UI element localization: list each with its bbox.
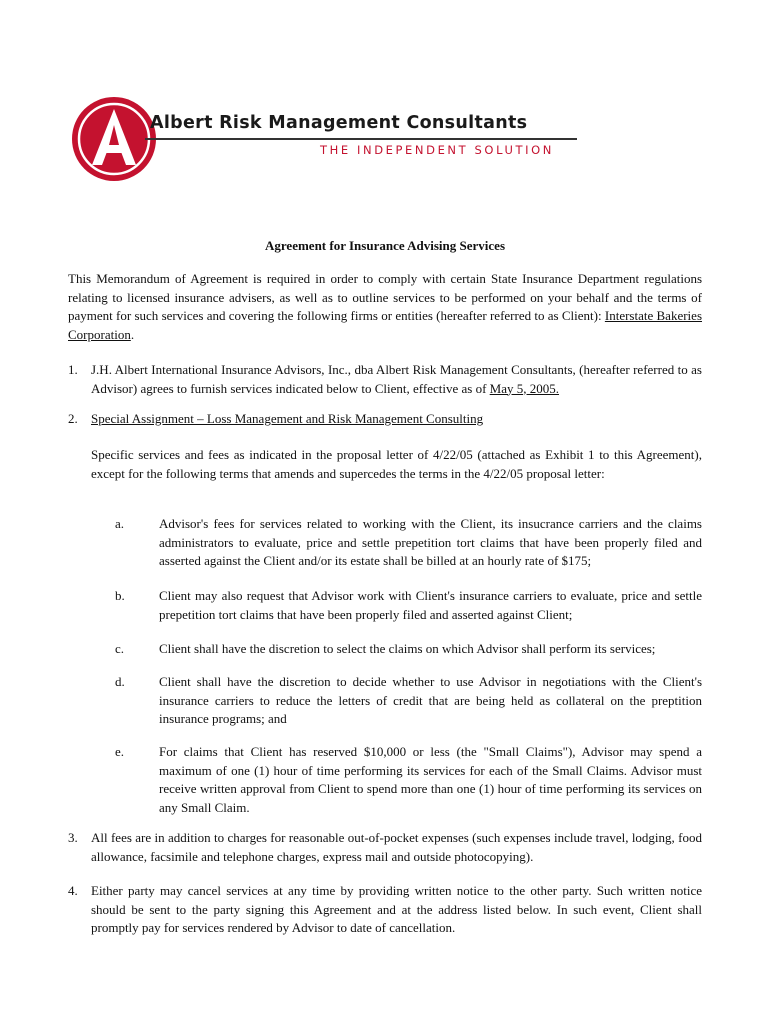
subclause-e xyxy=(91,743,702,817)
subclause-d xyxy=(91,673,702,729)
intro-paragraph xyxy=(68,270,702,344)
specific-services-paragraph: Specific services and fees as indicated in the proposal letter of 4/22/05 (attached as Exhibit 1 to this Agreement), except for the following terms that amends and supercedes the terms in the 4/22/05 proposal letter: xyxy=(91,447,702,481)
subclause-letter: a. xyxy=(115,516,125,531)
clause-text: Either party may cancel services at any time by providing written notice to the other party. Such written notice should be sent to the party signing this Agreement and at the address listed below. In such event, Client shall promptly pay for services rendered by Advisor to date of cancellation. xyxy=(91,883,702,935)
clause-2 xyxy=(68,410,702,429)
effective-date: May 5, 2005. xyxy=(489,380,560,396)
subclause-a xyxy=(91,515,702,571)
subclause-letter: d. xyxy=(115,674,125,689)
clause-number: 2. xyxy=(68,411,78,426)
subclause-letter: b. xyxy=(115,588,125,603)
subclause-b xyxy=(91,587,702,624)
subclause-text: Client shall have the discretion to select the claims on which Advisor shall perform its services; xyxy=(159,641,656,656)
clause-heading: Special Assignment – Loss Management and Risk Management Consulting xyxy=(91,411,484,426)
intro-text: This Memorandum of Agreement is required in order to comply with certain State Insurance Department regulations relating to licensed insurance advisers, as well as to outline services to be performed on your behalf and the terms of payment for such services and covering the following firms or entities (hereafter referred to as Client): xyxy=(68,271,702,323)
subclause-text: Client may also request that Advisor work with Client's insurance carriers to evaluate, price and settle prepetition tort claims that have been properly filed and asserted against Client; xyxy=(159,588,702,622)
clause-number: 3. xyxy=(68,830,78,845)
company-name: Albert Risk Management Consultants xyxy=(150,113,528,133)
subclause-text: Client shall have the discretion to decide whether to use Advisor in negotiations with the Client's insurance carriers to reduce the letters of credit that are being held as collateral on the preptition insurance programs; and xyxy=(159,674,702,726)
clause-1 xyxy=(68,361,702,398)
clause-3 xyxy=(68,829,702,866)
document-title: Agreement for Insurance Advising Services xyxy=(265,238,505,253)
clause-number: 1. xyxy=(68,362,78,377)
company-tagline: THE INDEPENDENT SOLUTION xyxy=(320,143,554,157)
clause-text: All fees are in addition to charges for reasonable out-of-pocket expenses (such expenses include travel, lodging, food allowance, facsimile and telephone charges, express mail and outside photocopying). xyxy=(91,830,702,864)
subclause-letter: e. xyxy=(115,744,125,759)
clause-text: J.H. Albert International Insurance Advisors, Inc., dba Albert Risk Management Consultants, (hereafter referred to as Advisor) agrees to furnish services indicated below to Client, effective as of xyxy=(91,362,702,396)
subclause-letter: c. xyxy=(115,641,125,656)
subclause-text: For claims that Client has reserved $10,000 or less (the "Small Claims"), Advisor may spend a maximum of one (1) hour of time performing its services for each of the Small Claims. Advisor must receive written approval from Client to spend more than one (1) hour of time performing its services on any Small Claim. xyxy=(159,744,702,815)
subclause-text: Advisor's fees for services related to working with the Client, its insucrance carriers and the claims administrators to evaluate, price and settle prepetition tort claims that have been properly filed and asserted against the Client and/or its estate shall be billed at an hourly rate of $175; xyxy=(159,516,702,568)
intro-end: . xyxy=(130,326,135,342)
letterhead-divider xyxy=(145,138,577,140)
subclause-c xyxy=(91,640,702,659)
client-name: Interstate Bakeries Corporation xyxy=(68,308,702,342)
clause-number: 4. xyxy=(68,883,78,898)
clause-4 xyxy=(68,882,702,938)
